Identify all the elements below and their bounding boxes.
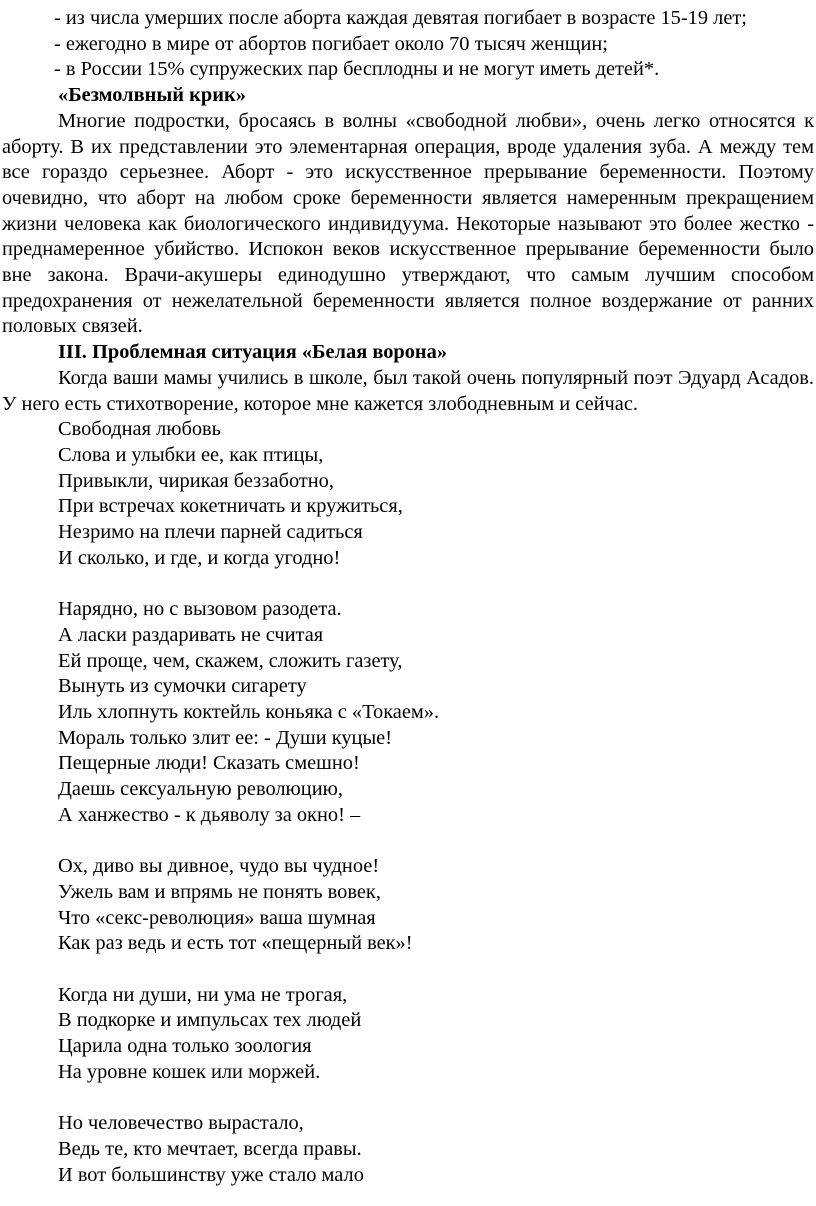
stanza-gap <box>2 1085 814 1111</box>
poem-line: Ох, диво вы дивное, чудо вы чудное! <box>58 855 380 878</box>
poem-line: Мораль только злит ее: - Души куцые! <box>58 726 393 749</box>
section-heading-white-crow: III. Проблемная ситуация «Белая ворона» <box>58 341 448 364</box>
poem-line: В подкорке и импульсах тех людей <box>58 1009 362 1032</box>
body-paragraph: Многие подростки, бросаясь в волны «свободной любви», очень легко относятся к аборту. В их представлении это элементарная операция, вроде удаления зуба. А между тем все гораздо серьезнее. Аборт - это искусственное прерывание беременности. Поэтому очевидно, что аборт на любом сроке беременности является намеренным прекращением жизни человека как биологического индивидуума. Некоторые называют это более жестко - преднамеренное убийство. Испокон веков искусственное прерывание беременности было вне закона. Врачи-акушеры единодушно утверждают, что самым лучшим способом предохранения от нежелательной беременности является полное воздержание от ранних половых связей. <box>2 109 814 338</box>
poem-line: Как раз ведь и есть тот «пещерный век»! <box>58 932 413 955</box>
stat-line: - из числа умерших после аборта каждая девятая погибает в возрасте 15-19 лет; <box>54 7 747 29</box>
poem-line: Иль хлопнуть коктейль коньяка с «Токаем». <box>58 700 440 723</box>
stanza-gap <box>2 828 814 854</box>
poem-line: При встречах кокетничать и кружиться, <box>58 495 403 518</box>
poem-line: Царила одна только зоология <box>58 1035 312 1058</box>
poem-line: Вынуть из сумочки сигарету <box>58 675 307 698</box>
poem-line: Но человечество вырастало, <box>58 1112 304 1135</box>
poem-line: А ханжество - к дьяволу за окно! – <box>58 803 361 826</box>
poem-line: Ей проще, чем, скажем, сложить газету, <box>58 649 403 672</box>
poem-line: Ведь те, кто мечтает, всегда правы. <box>58 1137 362 1160</box>
poem-line: Даешь сексуальную революцию, <box>58 778 343 801</box>
poem-line: Что «секс-революция» ваша шумная <box>58 906 376 929</box>
body-paragraph: Когда ваши мамы учились в школе, был такой очень популярный поэт Эдуард Асадов. У него есть стихотворение, которое мне кажется злободневным и сейчас. <box>2 366 814 415</box>
poem-line: И сколько, и где, и когда угодно! <box>58 546 341 569</box>
poem-line: Ужель вам и впрямь не понять вовек, <box>58 880 381 903</box>
poem-line: Слова и улыбки ее, как птицы, <box>58 443 324 466</box>
stanza-gap <box>2 571 814 597</box>
poem-title: Свободная любовь <box>58 418 221 441</box>
stat-line: - ежегодно в мире от абортов погибает около 70 тысяч женщин; <box>54 32 608 55</box>
stat-line: - в России 15% супружеских пар бесплодны и не могут иметь детей*. <box>54 58 660 81</box>
poem-line: И вот большинству уже стало мало <box>58 1163 364 1186</box>
poem-line: Пещерные люди! Сказать смешно! <box>58 752 360 775</box>
section-heading-silent-scream: «Безмолвный крик» <box>58 84 246 107</box>
document-page <box>2 6 814 1188</box>
stanza-gap <box>2 957 814 983</box>
poem-line: Когда ни души, ни ума не трогая, <box>58 983 348 1006</box>
poem <box>2 417 814 1188</box>
poem-line: На уровне кошек или моржей. <box>58 1060 321 1083</box>
poem-line: Привыкли, чирикая беззаботно, <box>58 469 334 492</box>
poem-line: Незримо на плечи парней садиться <box>58 521 363 544</box>
poem-line: Нарядно, но с вызовом разодета. <box>58 598 342 621</box>
poem-line: А ласки раздаривать не считая <box>58 623 324 646</box>
